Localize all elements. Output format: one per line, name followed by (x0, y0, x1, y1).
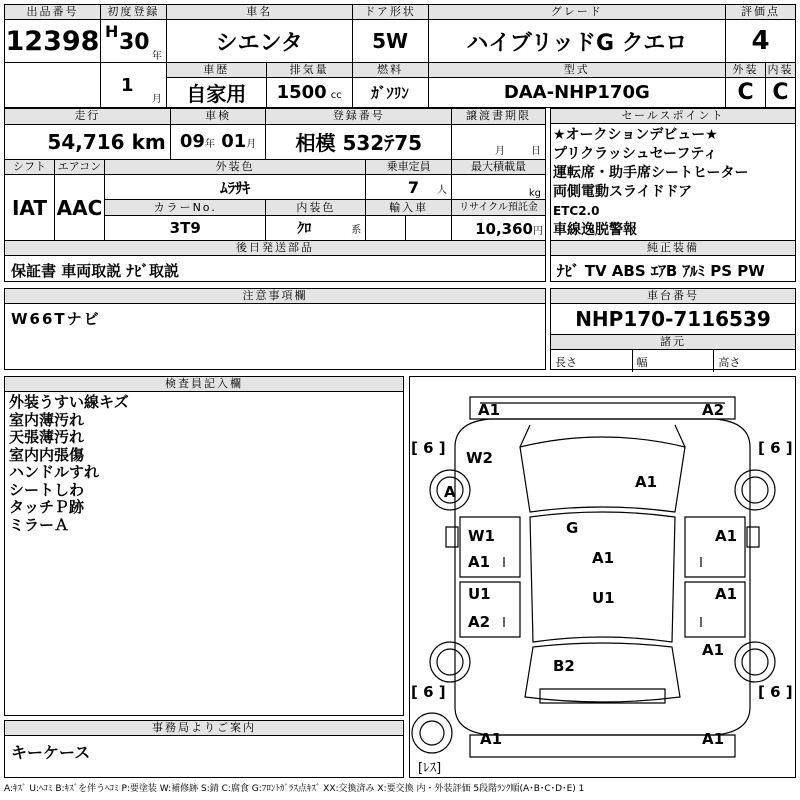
door-type: 5W (352, 20, 428, 63)
capacity-unit: 人 (437, 184, 448, 196)
capacity: 7 (407, 177, 420, 197)
office-label: 事務局よりご案内 (5, 721, 403, 736)
car-outline-svg (410, 377, 795, 777)
mark-right-quarter: A1 (702, 641, 725, 659)
color-no: 3T9 (104, 216, 266, 241)
car-name-label: 車名 (166, 5, 352, 20)
inspector-item: タッチＰ跡 (9, 498, 85, 516)
header-table (4, 4, 796, 108)
spare-tire-shape (412, 713, 452, 753)
import-label: 輸入車 (366, 200, 452, 216)
rear-bumper-shape (470, 735, 735, 757)
wheel-rl-shape (430, 642, 470, 682)
displacement-label: 排気量 (266, 63, 352, 78)
tire-rr-depth: [ 6 ] (758, 683, 793, 701)
mark-w1: W1 (468, 527, 495, 545)
fuel-label: 燃料 (352, 63, 428, 78)
mark-glass: G (566, 519, 579, 537)
grade: ハイブリッドG クエロ (428, 20, 726, 63)
office-value: キーケース (11, 743, 91, 762)
mileage: 54,716 (47, 129, 125, 154)
int-color-label: 内装色 (266, 200, 366, 216)
mark-w2: W2 (466, 449, 493, 467)
mark-right-door: A1 (715, 527, 738, 545)
door-label: ドア形状 (352, 5, 428, 20)
windshield-shape (520, 437, 685, 512)
transfer-label: 譲渡書期限 (452, 109, 546, 125)
load-unit: kg (452, 175, 546, 200)
plate-label: 登録番号 (266, 109, 452, 125)
height-label: 高さ (718, 356, 741, 369)
mileage-label: 走行 (5, 109, 171, 125)
shift: IAT (5, 175, 55, 241)
office-section (4, 720, 404, 778)
notes-label: 注意事項欄 (5, 289, 545, 304)
mark-roof-u1: U1 (592, 589, 615, 607)
later-shipped-value: 保証書 車両取説 ﾅﾋﾞ取説 (11, 262, 179, 280)
damage-diagram (409, 376, 796, 778)
interior-grade: C (765, 78, 795, 108)
recycle-fee: 10,360 (475, 219, 533, 238)
standard-equipment-section (550, 240, 796, 282)
reg-year: 30 (118, 30, 150, 55)
later-shipped-label: 後日発送部品 (5, 241, 545, 256)
import-empty-a (366, 216, 406, 241)
mark-right-rear-door: A1 (715, 585, 738, 603)
selling-point-item: ★オークションデビュー★ (553, 127, 718, 143)
mark-roof-a1: A1 (592, 549, 615, 567)
lot-no-label: 出品番号 (5, 5, 101, 20)
mark-left-rear-door: A2 (468, 613, 491, 631)
inspector-label: 検査員記入欄 (5, 377, 403, 392)
interior-label: 内装 (765, 63, 795, 78)
wheel-rr-shape (735, 642, 775, 682)
shift-label: シフト (5, 159, 55, 175)
mark-b2: B2 (553, 657, 575, 675)
inspector-item: 室内内張傷 (9, 445, 85, 464)
inspection-label: 車検 (170, 109, 266, 125)
mark-wheel-a: A (444, 483, 456, 501)
mark-left-door: A1 (468, 553, 491, 571)
inspector-item: ハンドルすれ (9, 463, 100, 481)
inspector-item: 室内薄汚れ (9, 410, 85, 429)
spare-tire-label: [ﾚｽ] (418, 761, 442, 776)
model-code: DAA-NHP170G (428, 78, 726, 108)
mark-left-u1: U1 (468, 585, 491, 603)
selling-points-label: セールスポイント (551, 109, 795, 124)
first-reg-label: 初度登録 (100, 5, 166, 20)
chassis-section (550, 288, 796, 370)
inspector-item: 外装うすい線キズ (9, 393, 129, 411)
plate-number: 相模 532ﾃ75 (266, 124, 452, 159)
ac-label: エアコン (54, 159, 104, 175)
interior-color: ｸﾛ (297, 221, 312, 237)
standard-equipment-items: ﾅﾋﾞ TV ABS ｴｱB ｱﾙﾐ PS PW (557, 262, 765, 280)
score-label: 評価点 (726, 5, 796, 20)
length-label: 長さ (551, 350, 633, 372)
import-empty-b (406, 216, 452, 241)
later-shipped-section (4, 240, 546, 282)
tire-fr-depth: [ 6 ] (758, 439, 793, 457)
era: H (104, 22, 119, 41)
capacity-label: 乗車定員 (366, 159, 452, 175)
selling-point-item: ETC2.0 (553, 204, 600, 218)
mark-front-right: A2 (702, 401, 725, 419)
color-label: 外装色 (104, 159, 365, 175)
selling-point-item: プリクラッシュセーフティ (553, 146, 718, 162)
inspector-item: シートしわ (9, 480, 85, 499)
front-bumper-shape (470, 397, 735, 419)
ac: AAC (54, 175, 104, 241)
chassis-label: 車台番号 (551, 289, 795, 304)
specs-table (4, 108, 546, 241)
legend: A:ｷｽﾞ U:ﾍｺﾐ B:ｷｽﾞを伴うﾍｺﾐ P:要塗装 W:補修跡 S:錆 C:腐食 G:ﾌﾛﾝﾄｶﾞﾗｽ点ｷｽﾞ XX:交換済み X:要交換 内・外装評価 5段階ﾗﾝｸ順(A･B･C･D･E) 1 (4, 784, 585, 794)
reg-month-unit: 月 (151, 94, 162, 105)
selling-point-item: 運転席・助手席シートヒーター (553, 165, 749, 181)
mark-rear-right: A1 (702, 730, 725, 748)
width-label: 幅 (633, 350, 715, 372)
insp-year-unit: 年 (204, 139, 215, 151)
displacement: 1500 (276, 82, 327, 103)
history: 自家用 (166, 78, 266, 108)
score: 4 (726, 20, 796, 63)
exterior-grade: C (726, 78, 766, 108)
transfer-day: 日 (531, 145, 541, 157)
grade-label: グレード (428, 5, 726, 20)
load-label: 最大積載量 (452, 159, 546, 175)
car-name: シエンタ (166, 20, 352, 63)
cc-unit: cc (330, 90, 342, 101)
wheel-fr-shape (735, 470, 775, 510)
selling-point-item: 両側電動スライドドア (553, 184, 693, 200)
insp-month: 01 (221, 131, 247, 153)
inspector-section (4, 376, 404, 716)
selling-points-section (550, 108, 796, 241)
lot-no: 12398 (5, 20, 101, 63)
roof-shape (530, 512, 675, 642)
tire-rl-depth: [ 6 ] (411, 683, 446, 701)
yen-unit: 円 (533, 225, 543, 237)
exterior-color: ﾑﾗｻｷ (104, 175, 365, 200)
reg-year-unit: 年 (151, 51, 162, 62)
chassis-number: NHP170-7116539 (551, 304, 795, 335)
km-unit: km (131, 129, 166, 154)
selling-point-item: 車線逸脱警報 (553, 222, 637, 238)
inspector-item: 天張薄汚れ (9, 428, 85, 446)
mark-rear-left: A1 (480, 730, 503, 748)
dims-label: 諸元 (551, 335, 795, 350)
lot-no-empty (5, 63, 101, 108)
standard-equipment-label: 純正装備 (551, 241, 795, 256)
transfer-month: 月 (495, 145, 505, 157)
mark-hood: A1 (635, 473, 658, 491)
notes-value: W66Tナビ (11, 310, 101, 328)
reg-month: 1 (120, 75, 134, 96)
int-color-unit: 系 (351, 225, 362, 236)
recycle-label: リサイクル預託金 (452, 200, 546, 216)
exterior-label: 外装 (726, 63, 766, 78)
tire-fl-depth: [ 6 ] (411, 439, 446, 457)
insp-month-unit: 月 (246, 139, 257, 151)
history-label: 車歴 (166, 63, 266, 78)
insp-year: 09 (179, 131, 205, 153)
notes-section (4, 288, 546, 370)
rear-glass-shape (525, 643, 680, 702)
mark-front-left: A1 (478, 401, 501, 419)
model-label: 型式 (428, 63, 726, 78)
color-no-label: カラーNo. (104, 200, 266, 216)
fuel: ｶﾞｿﾘﾝ (352, 78, 428, 108)
inspector-item: ミラーＡ (9, 515, 70, 534)
